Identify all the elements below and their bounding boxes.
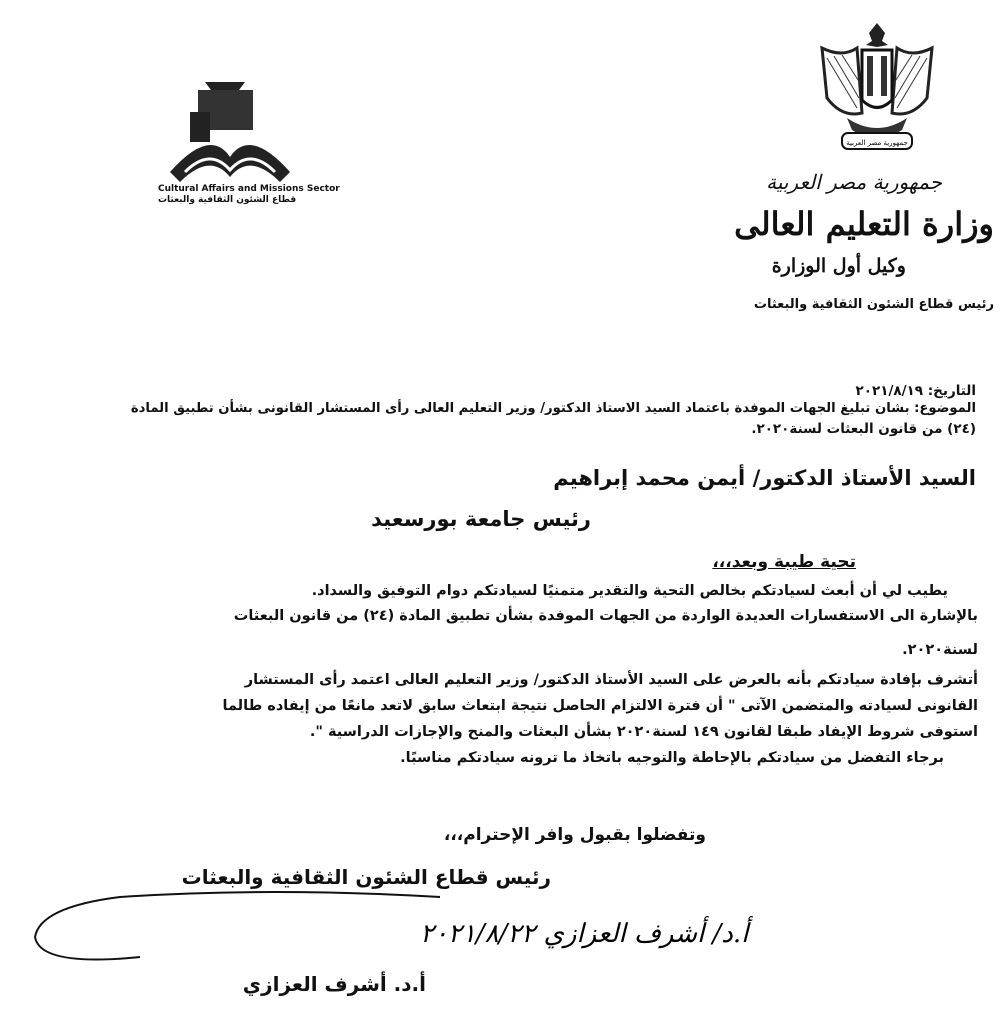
addressee-title: رئيس جامعة بورسعيد <box>371 507 591 531</box>
deputy-title: وكيل أول الوزارة <box>771 255 906 277</box>
letter-date: التاريخ: ٢٠٢١/٨/١٩ <box>855 383 976 399</box>
egypt-eagle-emblem-icon <box>812 18 942 163</box>
signer-title: رئيس قطاع الشئون الثقافية والبعثات <box>181 865 551 889</box>
emblem-caption: جمهورية مصر العربية <box>846 139 908 147</box>
country-name: جمهورية مصر العربية <box>766 170 942 194</box>
ministry-name: وزارة التعليم العالى <box>734 205 994 243</box>
greeting: تحية طيبة وبعد،،، <box>712 552 856 572</box>
body-line: بالإشارة الى الاستفسارات العديدة الواردة من الجهات الموفدة بشأن تطبيق المادة (٢٤) من قانون البعثات <box>233 608 978 624</box>
cultural-affairs-sector-logo-icon <box>150 72 310 192</box>
addressee-name: السيد الأستاذ الدكتور/ أيمن محمد إبراهيم <box>553 466 976 490</box>
body-line: القانونى لسيادته والمتضمن الآتى " أن فترة الالتزام الحاصل نتيجة ابتعاث سابق لاتعد مانعًا من إيفاده طالما <box>222 698 978 714</box>
logo-caption <box>158 184 340 206</box>
body-line: برجاء التفضل من سيادتكم بالإحاطة والتوجيه باتخاذ ما ترونه سيادتكم مناسبًا. <box>400 750 944 766</box>
logo-text-en: Cultural Affairs and Missions Sector <box>158 184 340 194</box>
subject-line: (٢٤) من قانون البعثات لسنة٢٠٢٠. <box>751 421 976 437</box>
handwritten-note: أ.د/ أشرف العزازي ٢٠٢١/٨/٢٢ <box>420 919 749 949</box>
body-line: يطيب لي أن أبعث لسيادتكم بخالص التحية والتقدير متمنيًا لسيادتكم دوام التوفيق والسداد. <box>311 583 948 599</box>
sector-head-title: رئيس قطاع الشئون الثقافية والبعثات <box>753 297 994 312</box>
body-line: أتشرف بإفادة سيادتكم بأنه بالعرض على السيد الأستاذ الدكتور/ وزير التعليم العالى اعتمد رأى المستشار <box>244 672 978 688</box>
subject-line: الموضوع: بشان تبليغ الجهات الموفدة باعتماد السيد الاستاذ الدكتور/ وزير التعليم العالى رأى المستشار القانونى بشأن تطبيق المادة <box>130 401 976 416</box>
signer-name: أ.د. أشرف العزازي <box>242 972 426 996</box>
handwritten-signature <box>20 892 749 972</box>
body-line: لسنة٢٠٢٠. <box>902 642 978 658</box>
closing-regards: وتفضلوا بقبول وافر الإحترام،،، <box>443 825 706 845</box>
logo-text-ar: قطاع الشئون الثقافية والبعثات <box>158 195 297 205</box>
body-line: استوفى شروط الإيفاد طبقا لقانون ١٤٩ لسنة٢٠٢٠ بشأن البعثات والمنح والإجازات الدراسية ". <box>309 724 978 740</box>
